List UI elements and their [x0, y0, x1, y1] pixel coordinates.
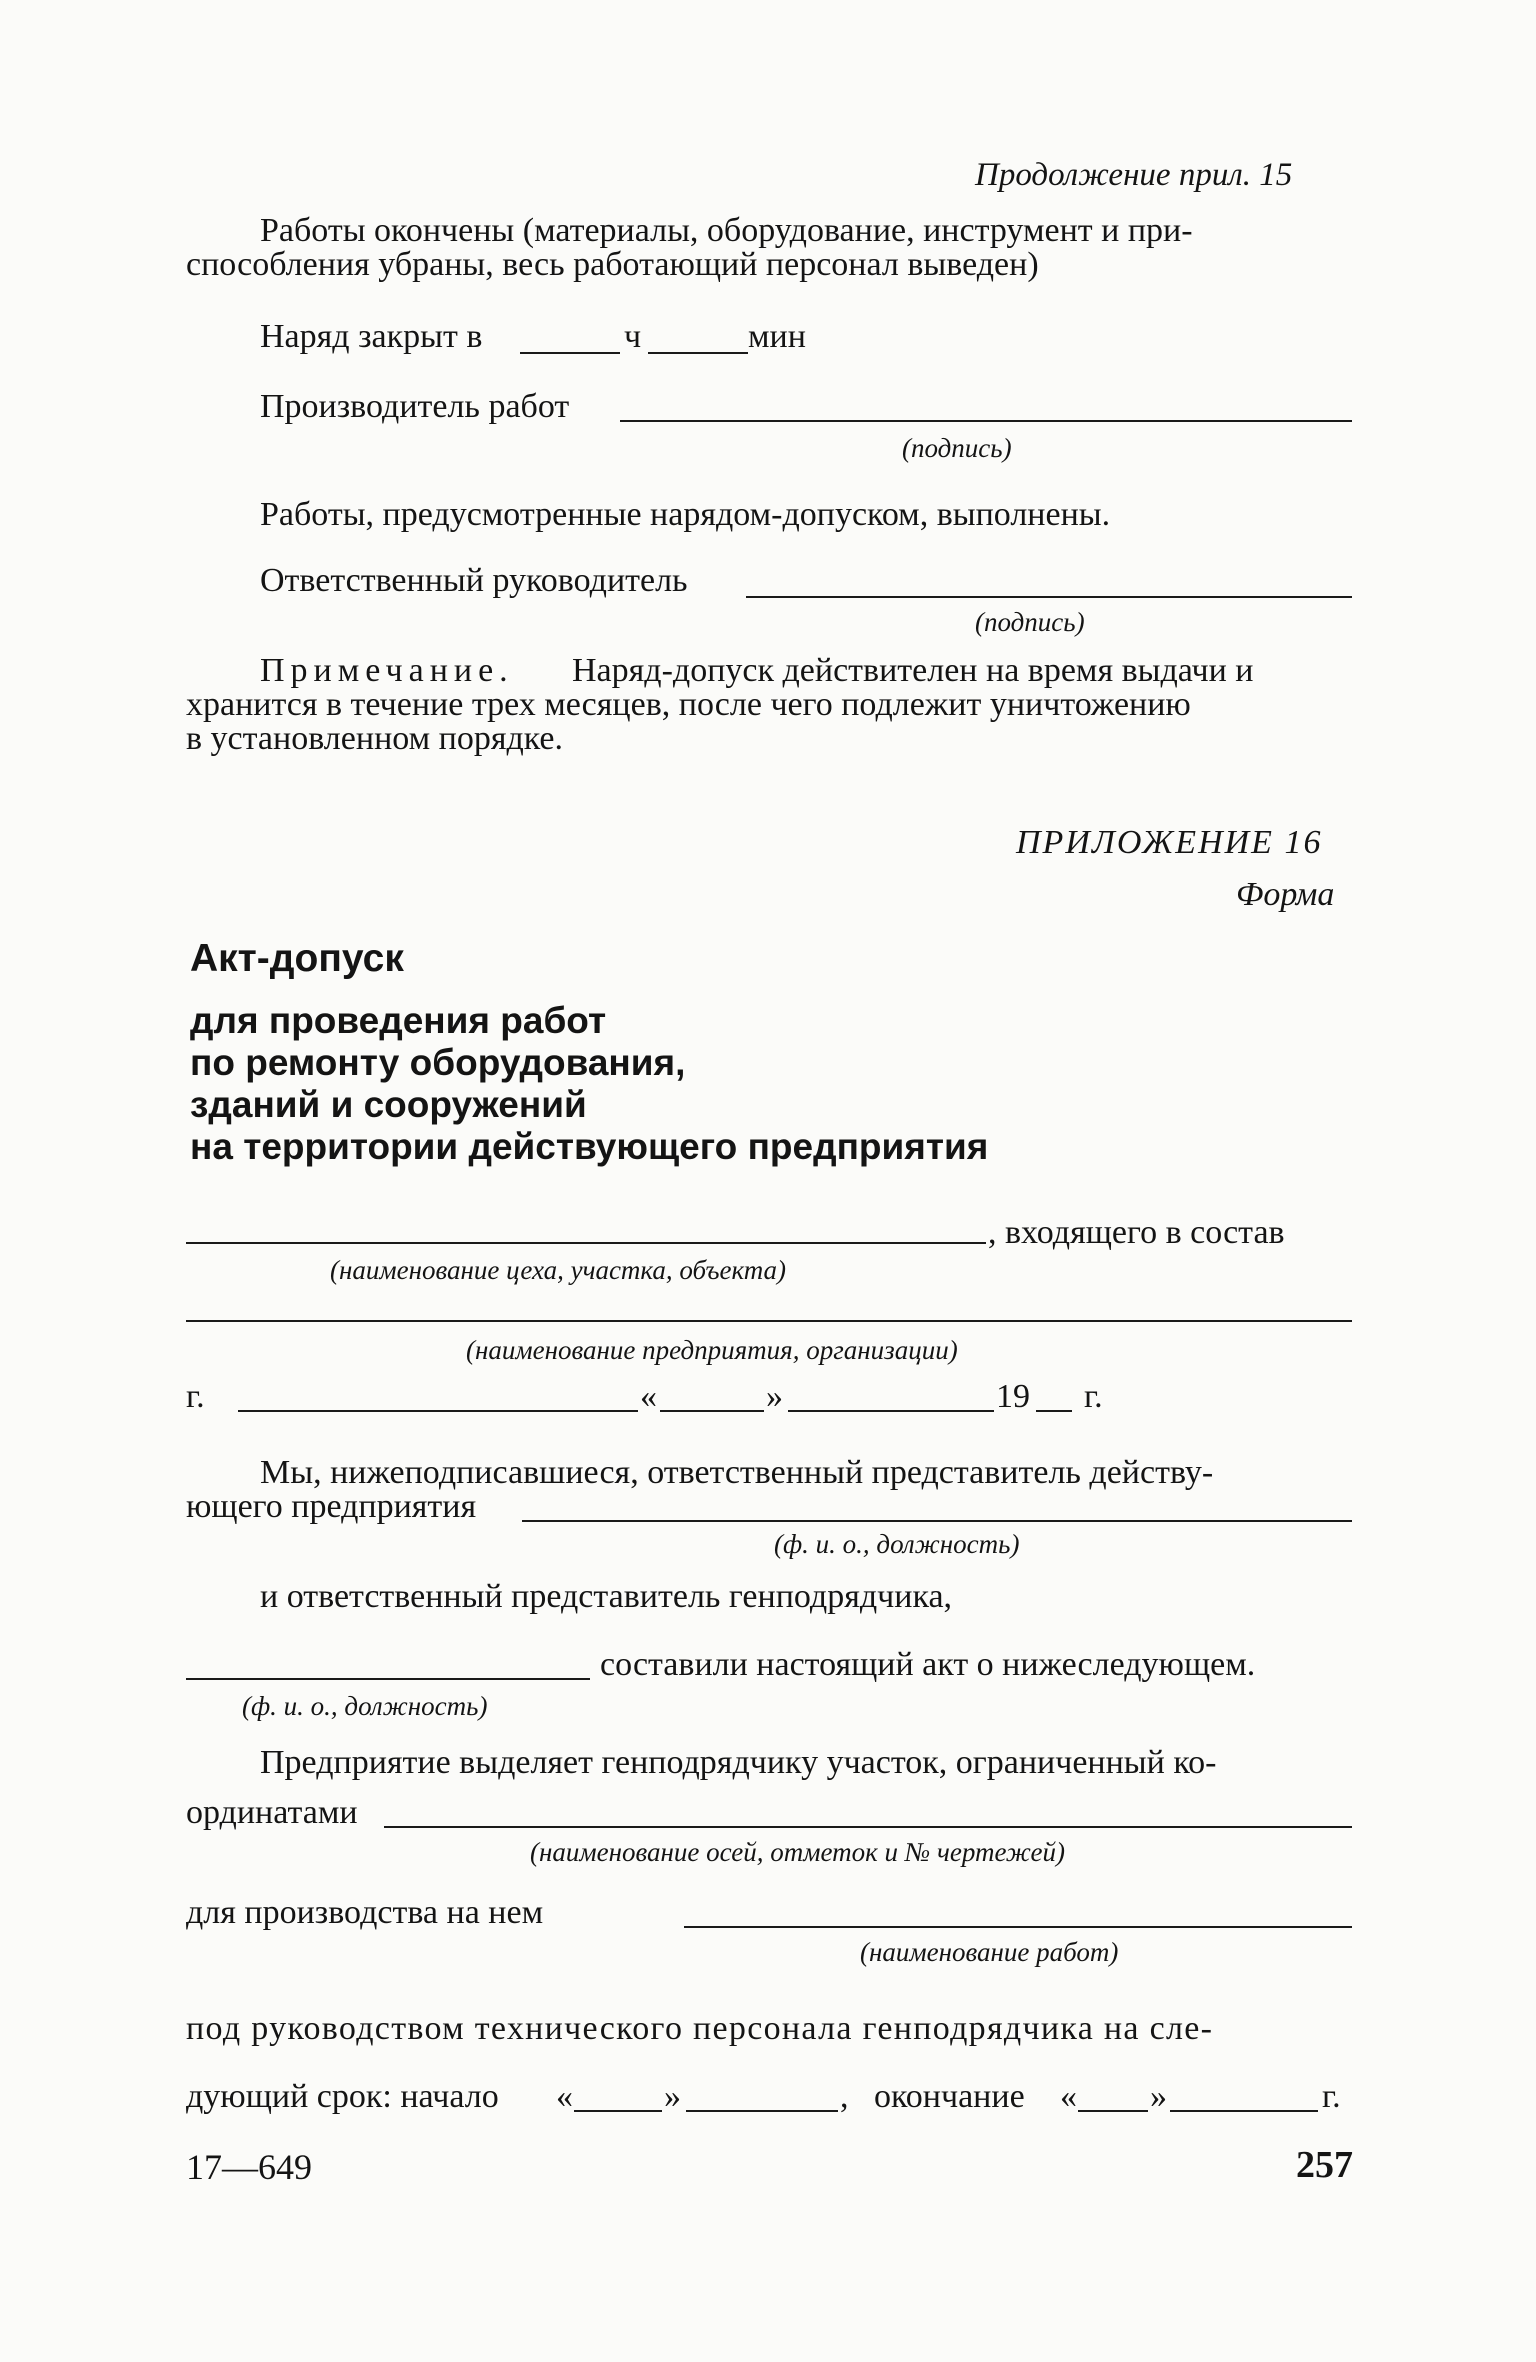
caption-works: (наименование работ)	[860, 1937, 1119, 1967]
end-day-blank[interactable]	[1078, 2110, 1148, 2112]
act-subtitle-2: по ремонту оборудования,	[190, 1042, 686, 1083]
note-label: Примечание.	[260, 652, 514, 689]
term-year-suffix: г.	[1322, 2078, 1341, 2115]
form-label: Форма	[1236, 876, 1335, 913]
term-prefix: дующий срок: начало	[186, 2078, 499, 2115]
caption-enterprise: (наименование предприятия, организации)	[466, 1335, 958, 1365]
coords-label: ординатами	[186, 1794, 358, 1831]
coordinates-blank[interactable]	[384, 1826, 1352, 1828]
signature-caption-2: (подпись)	[975, 607, 1085, 637]
completed-text: Работы, предусмотренные нарядом-допуском, выполнены.	[260, 496, 1111, 533]
act-subtitle-4: на территории действующего предприятия	[190, 1126, 989, 1167]
enterprise-name-blank[interactable]	[186, 1320, 1352, 1322]
caption-fio-1: (ф. и. о., должность)	[774, 1529, 1020, 1559]
act-subtitle-3: зданий и сооружений	[190, 1084, 587, 1125]
representative-blank[interactable]	[522, 1520, 1352, 1522]
production-label: для производства на нем	[186, 1894, 544, 1931]
allocates-text: Предприятие выделяет генподрядчику участок, ограниченный ко-	[260, 1744, 1217, 1781]
start-day-blank[interactable]	[574, 2110, 662, 2112]
city-blank[interactable]	[238, 1410, 638, 1412]
works-done-line2: способления убраны, весь работающий персонал выведен)	[186, 246, 1039, 283]
compiled-text: составили настоящий акт о нижеследующем.	[600, 1646, 1256, 1683]
year-suffix: г.	[1084, 1378, 1103, 1415]
note-line1: Наряд-допуск действителен на время выдачи и	[572, 652, 1254, 689]
date-quote-close: »	[766, 1378, 783, 1415]
city-prefix: г.	[186, 1378, 205, 1415]
contractor-representative-blank[interactable]	[186, 1678, 590, 1680]
works-name-blank[interactable]	[684, 1926, 1352, 1928]
term-comma: ,	[840, 2078, 849, 2115]
act-heading: Акт-допуск	[190, 937, 404, 980]
hours-blank[interactable]	[520, 352, 620, 354]
end-month-blank[interactable]	[1170, 2110, 1318, 2112]
contractor-text: и ответственный представитель генподрядчика,	[260, 1578, 953, 1615]
note-line2: хранится в течение трех месяцев, после чего подлежит уничтожению	[186, 686, 1191, 723]
act-subtitle-1: для проведения работ	[190, 1000, 607, 1041]
note-line3: в установленном порядке.	[186, 720, 564, 757]
included-text: , входящего в состав	[988, 1214, 1285, 1251]
term-start-quote-close: »	[664, 2078, 681, 2115]
caption-fio-2: (ф. и. о., должность)	[242, 1691, 488, 1721]
closed-at-label: Наряд закрыт в	[260, 318, 483, 355]
responsible-signature-blank[interactable]	[746, 596, 1352, 598]
minutes-unit: мин	[748, 318, 806, 355]
appendix-title: ПРИЛОЖЕНИЕ 16	[1016, 824, 1323, 861]
term-end-quote-open: «	[1060, 2078, 1077, 2115]
start-month-blank[interactable]	[686, 2110, 838, 2112]
day-blank[interactable]	[660, 1410, 764, 1412]
term-end-quote-close: »	[1150, 2078, 1167, 2115]
term-end-label: окончание	[874, 2078, 1025, 2115]
we-text-line1: Мы, нижеподписавшиеся, ответственный представитель действу-	[260, 1454, 1214, 1491]
responsible-label: Ответственный руководитель	[260, 562, 688, 599]
hours-unit: ч	[624, 318, 642, 355]
year-blank[interactable]	[1036, 1410, 1072, 1412]
works-done-line1: Работы окончены (материалы, оборудование, инструмент и при-	[260, 212, 1193, 249]
caption-shop: (наименование цеха, участка, объекта)	[330, 1255, 787, 1285]
caption-axes: (наименование осей, отметок и № чертежей)	[530, 1837, 1066, 1867]
term-start-quote-open: «	[556, 2078, 573, 2115]
date-quote-open: «	[640, 1378, 657, 1415]
page-number: 257	[1296, 2144, 1353, 2186]
we-text-line2: ющего предприятия	[186, 1488, 477, 1525]
minutes-blank[interactable]	[648, 352, 748, 354]
shop-name-blank[interactable]	[186, 1242, 986, 1244]
continuation-header: Продолжение прил. 15	[975, 157, 1293, 193]
producer-signature-blank[interactable]	[620, 420, 1352, 422]
month-blank[interactable]	[788, 1410, 994, 1412]
year-prefix: 19	[996, 1378, 1030, 1415]
producer-label: Производитель работ	[260, 388, 570, 425]
guidance-text: под руководством технического персонала генподрядчика на сле-	[186, 2010, 1214, 2047]
signature-caption-1: (подпись)	[902, 433, 1012, 463]
footer-code: 17—649	[186, 2147, 312, 2187]
